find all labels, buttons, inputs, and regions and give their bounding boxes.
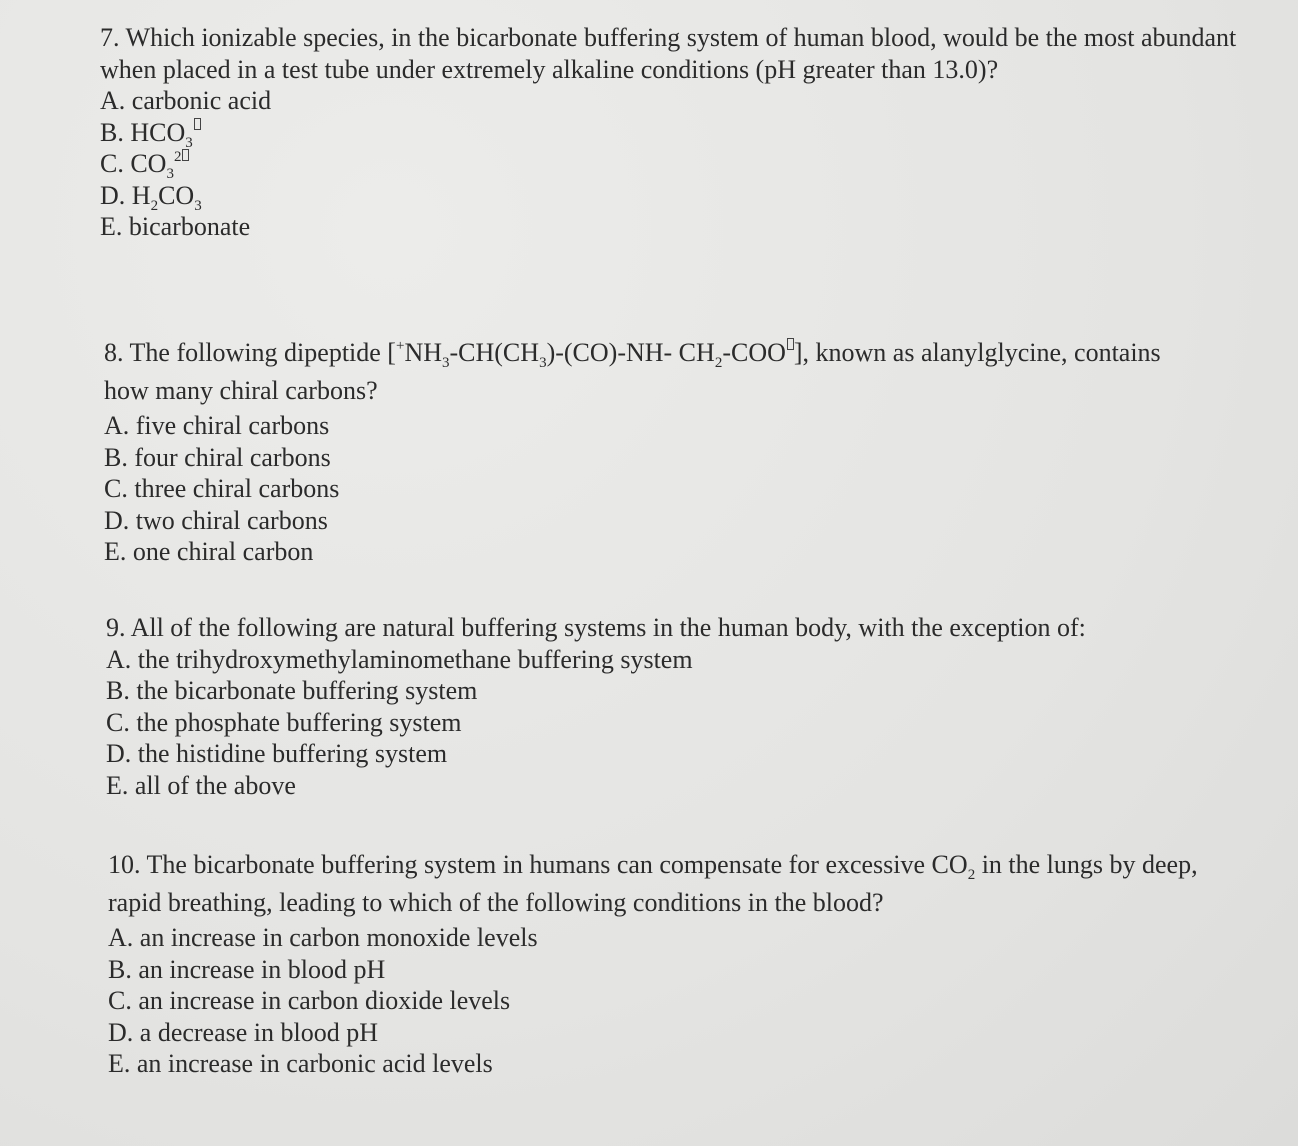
question-10-option-c: C. an increase in carbon dioxide levels	[108, 986, 511, 1015]
question-8-option-e: E. one chiral carbon	[104, 537, 314, 566]
question-8-option-b: B. four chiral carbons	[104, 442, 331, 472]
question-10-option-e: E. an increase in carbonic acid levels	[108, 1049, 493, 1078]
question-7-option-a: A. carbonic acid	[100, 86, 272, 115]
question-8-option-c: C. three chiral carbons	[104, 474, 340, 503]
question-9	[106, 612, 1206, 801]
question-8	[104, 334, 1204, 568]
question-10	[108, 846, 1208, 1080]
question-8-option-d: D. two chiral carbons	[104, 505, 328, 535]
question-9-option-b: B. the bicarbonate buffering system	[106, 676, 478, 705]
question-10-option-d: D. a decrease in blood pH	[108, 1017, 379, 1047]
question-8-stem: 8. The following dipeptide [$^+NH_3-CH(CH_3)-(CO)-NH-$ $CH_2$-COO ], known as alanylglycine, contains how many chiral carbons?	[104, 338, 1161, 405]
question-7-option-c: C. $CO_3^2$	[100, 148, 1250, 180]
question-8-option-a: A. five chiral carbons	[104, 411, 330, 440]
question-7-option-d: D. $H_2CO_3$	[100, 180, 202, 214]
missing-glyph-box	[182, 149, 189, 161]
question-9-option-a: A. the trihydroxymethylaminomethane buffering system	[106, 644, 693, 674]
missing-glyph-box	[787, 338, 794, 350]
question-7-stem: 7. Which ionizable species, in the bicarbonate buffering system of human blood, would be the most abundant when placed in a test tube under extremely alkaline conditions (pH greater than 13.0)?	[100, 23, 1237, 84]
question-7	[100, 22, 1250, 243]
question-10-stem: 10. The bicarbonate buffering system in humans can compensate for excessive $CO_2$ in the lungs by deep, rapid breathing, leading to which of the following conditions in the blood?	[108, 850, 1198, 917]
question-9-stem: 9. All of the following are natural buffering systems in the human body, with the exception of:	[106, 613, 1086, 642]
question-9-option-c: C. the phosphate buffering system	[106, 707, 462, 737]
question-7-option-b: B. $HCO_3$	[100, 117, 1250, 149]
question-9-option-e: E. all of the above	[106, 770, 296, 800]
question-7-option-e: E. bicarbonate	[100, 212, 251, 241]
question-10-option-a: A. an increase in carbon monoxide levels	[108, 923, 538, 952]
question-9-option-d: D. the histidine buffering system	[106, 739, 448, 768]
missing-glyph-box	[194, 118, 201, 130]
question-10-option-b: B. an increase in blood pH	[108, 954, 386, 984]
